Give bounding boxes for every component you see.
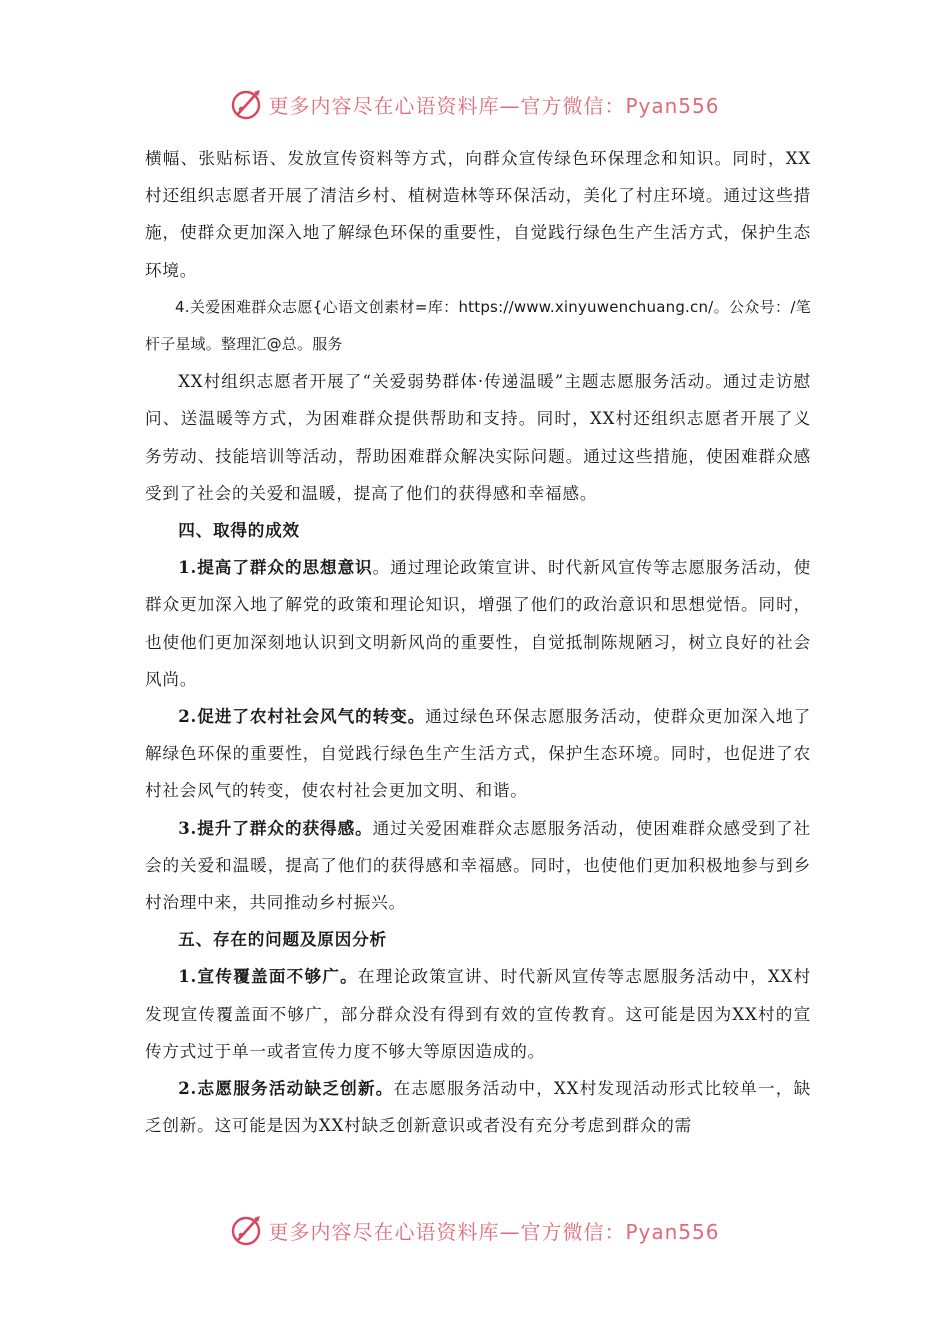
- watermark-text: 更多内容尽在心语资料库—官方微信：Pyan556: [268, 1219, 720, 1244]
- paragraph-lead: 2.志愿服务活动缺乏创新。: [178, 1078, 394, 1099]
- section-heading: 五、存在的问题及原因分析: [178, 929, 387, 950]
- paragraph-subheading: 4.关爱困难群众志愿{心语文创素材=库：https://www.xinyuwenchuang.cn/。公众号：/笔杆子星域。整理汇@总。服务: [145, 297, 811, 354]
- paragraph-text: 通过关爱困难群众志愿服务活动，使困难群众感受到了社会的关爱和温暖，提高了他们的获得感和幸福感。同时，也使他们更加积极地参与到乡村治理中来，共同推动乡村振兴。: [145, 818, 811, 913]
- paragraph-text: 。通过理论政策宣讲、时代新风宣传等志愿服务活动，使群众更加深入地了解党的政策和理论知识，增强了他们的政治意识和思想觉悟。同时，也使他们更加深刻地认识到文明新风尚的重要性，自觉抵制陈规陋习，树立良好的社会风尚。: [145, 558, 811, 689]
- watermark-text: 更多内容尽在心语资料库—官方微信：Pyan556: [268, 93, 720, 118]
- document-body: [145, 140, 811, 1144]
- paragraph: 横幅、张贴标语、发放宣传资料等方式，向群众宣传绿色环保理念和知识。同时，XX村还组织志愿者开展了清洁乡村、植树造林等环保活动，美化了村庄环境。通过这些措施，使群众更加深入地了解绿色环保的重要性，自觉践行绿色生产生活方式，保护生态环境。: [145, 149, 811, 280]
- paragraph: [145, 549, 811, 698]
- paragraph-lead: 1.提高了群众的思想意识: [178, 557, 373, 578]
- section-heading: 四、取得的成效: [178, 520, 300, 541]
- paragraph: [145, 810, 811, 922]
- paragraph-lead: 2.促进了农村社会风气的转变。: [178, 706, 426, 727]
- paragraph: [145, 958, 811, 1070]
- paragraph-text: 在理论政策宣讲、时代新风宣传等志愿服务活动中，XX村发现宣传覆盖面不够广，部分群众没有得到有效的宣传教育。这可能是因为XX村的宣传方式过于单一或者宣传力度不够大等原因造成的。: [145, 967, 811, 1061]
- paragraph: [145, 698, 811, 810]
- paragraph-text: 通过绿色环保志愿服务活动，使群众更加深入地了解绿色环保的重要性，自觉践行绿色生产生活方式，保护生态环境。同时，也促进了农村社会风气的转变，使农村社会更加文明、和谐。: [145, 707, 811, 801]
- paragraph-text: 在志愿服务活动中，XX村发现活动形式比较单一，缺乏创新。这可能是因为XX村缺乏创新意识或者没有充分考虑到群众的需: [145, 1079, 811, 1136]
- paragraph-lead: 1.宣传覆盖面不够广。: [178, 966, 358, 987]
- paragraph-lead: 3.提升了群众的获得感。: [178, 817, 373, 838]
- brush-logo-icon: [230, 1213, 264, 1247]
- brush-logo-icon: [230, 87, 264, 121]
- header-watermark: [0, 84, 950, 124]
- footer-watermark: [0, 1210, 950, 1250]
- paragraph: XX村组织志愿者开展了“关爱弱势群体·传递温暖”主题志愿服务活动。通过走访慰问、送温暖等方式，为困难群众提供帮助和支持。同时，XX村还组织志愿者开展了义务劳动、技能培训等活动，帮助困难群众解决实际问题。通过这些措施，使困难群众感受到了社会的关爱和温暖，提高了他们的获得感和幸福感。: [145, 372, 811, 503]
- paragraph: [145, 1070, 811, 1144]
